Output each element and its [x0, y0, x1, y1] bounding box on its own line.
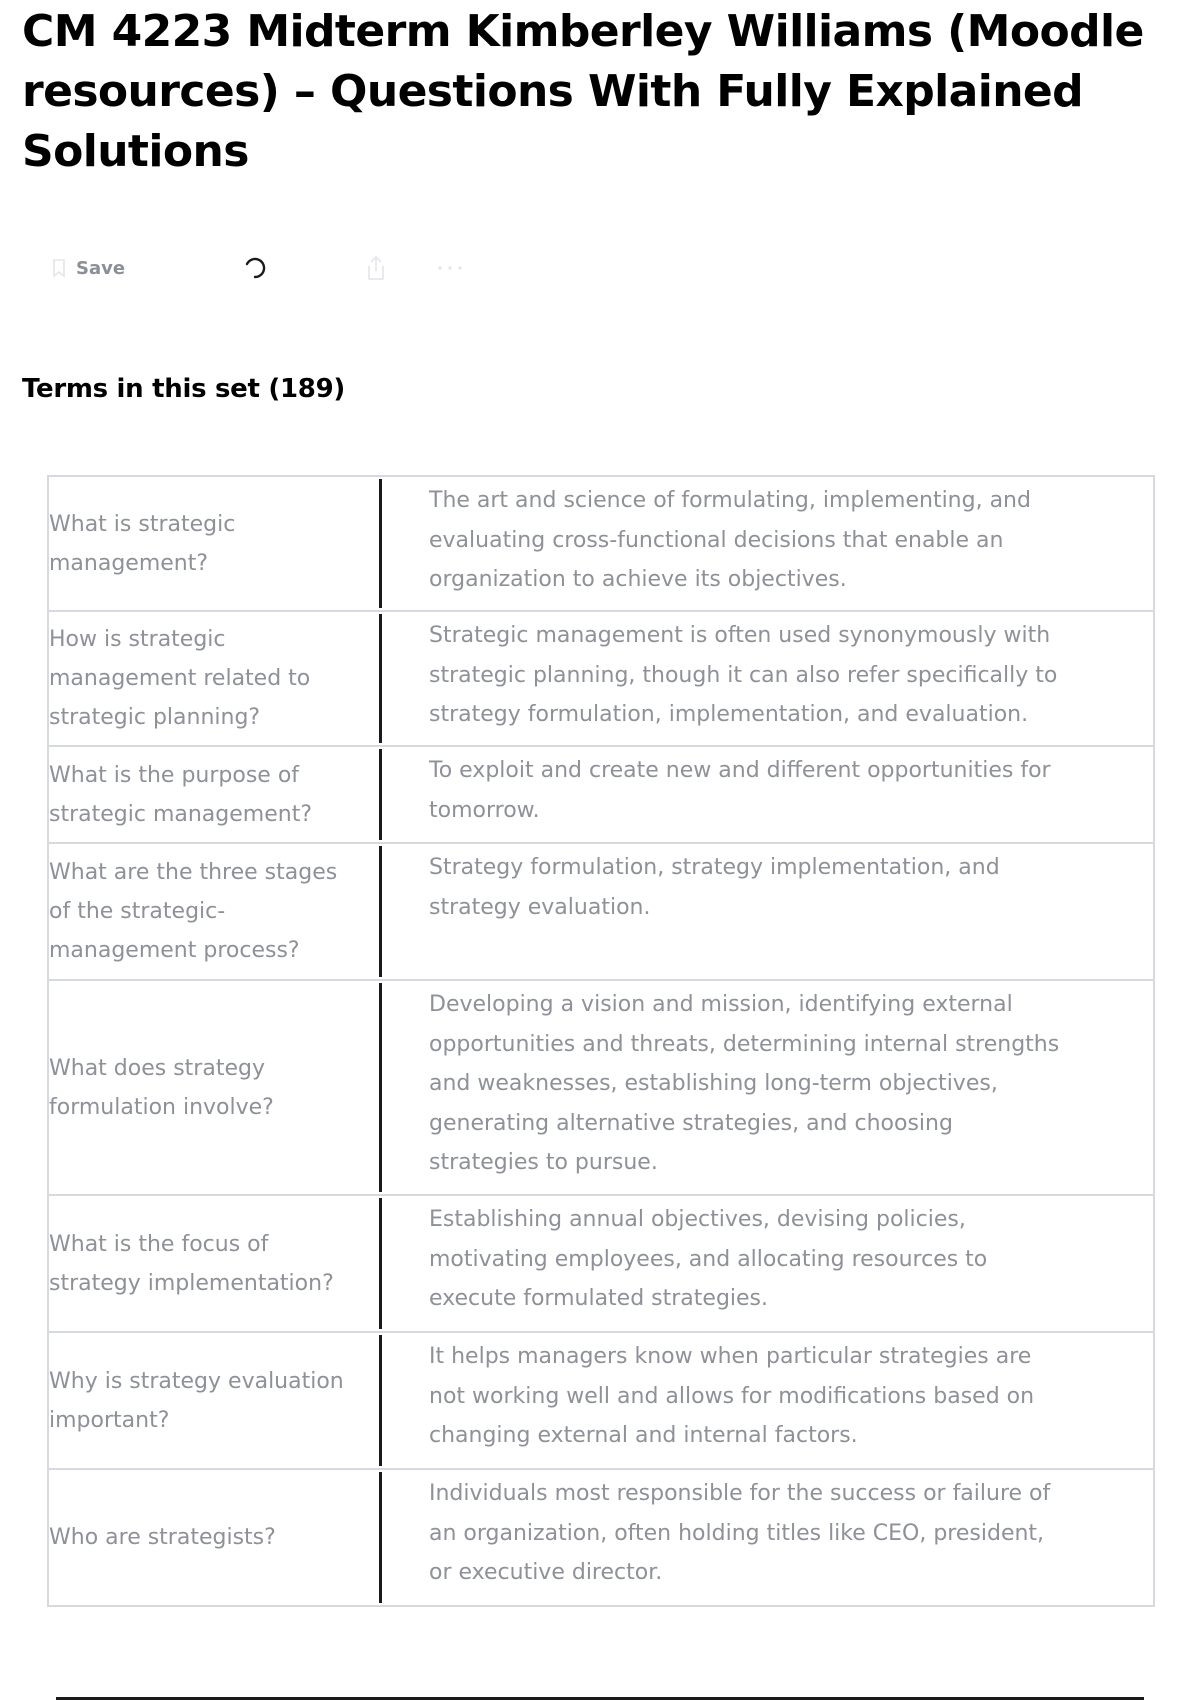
term-question: What is the focus of strategy implementation?	[49, 1231, 334, 1296]
set-toolbar	[52, 252, 512, 284]
more-options-button[interactable]	[436, 252, 464, 284]
term-answer: Strategic management is often used synonymously with strategic planning, though it can also refer specifically to strategy formulation, implementation, and evaluation.	[429, 623, 1058, 727]
term-divider	[379, 1198, 382, 1329]
term-card[interactable]	[47, 844, 1155, 981]
page-title: CM 4223 Midterm Kimberley Williams (Moodle resources) – Questions With Fully Explained Solutions	[22, 6, 1144, 177]
spinner-icon	[242, 255, 268, 281]
term-question: What is strategic management?	[49, 511, 236, 576]
term-question: What are the three stages of the strategic-management process?	[49, 860, 338, 963]
term-card[interactable]	[47, 1470, 1155, 1607]
term-answer: The art and science of formulating, implementing, and evaluating cross-functional decisions that enable an organization to achieve its objectives.	[429, 488, 1031, 592]
term-divider	[379, 846, 382, 977]
term-divider	[379, 479, 382, 608]
terms-list	[47, 475, 1155, 1607]
share-button[interactable]	[364, 252, 388, 284]
term-card[interactable]	[47, 612, 1155, 747]
save-label: Save	[76, 257, 126, 279]
term-divider	[379, 1472, 382, 1603]
term-divider	[379, 1335, 382, 1466]
term-question: How is strategic management related to strategic planning?	[49, 627, 311, 730]
term-answer: Developing a vision and mission, identifying external opportunities and threats, determining internal strengths and weaknesses, establishing long-term objectives, generating alternative strategies, and choosing strategies to pursue.	[429, 992, 1060, 1175]
term-divider	[379, 749, 382, 840]
term-answer: Strategy formulation, strategy implementation, and strategy evaluation.	[429, 855, 1000, 920]
term-question: Who are strategists?	[49, 1525, 276, 1550]
term-divider	[379, 614, 382, 743]
term-card[interactable]	[47, 747, 1155, 844]
term-question: What is the purpose of strategic management?	[49, 762, 312, 827]
term-question: Why is strategy evaluation important?	[49, 1368, 344, 1433]
terms-count-heading: Terms in this set (189)	[22, 374, 345, 404]
term-card[interactable]	[47, 981, 1155, 1196]
term-card[interactable]	[47, 1333, 1155, 1470]
term-answer: To exploit and create new and different opportunities for tomorrow.	[429, 758, 1051, 823]
term-answer: Establishing annual objectives, devising policies, motivating employees, and allocating resources to execute formulated strategies.	[429, 1207, 988, 1311]
term-card[interactable]	[47, 475, 1155, 612]
term-question: What does strategy formulation involve?	[49, 1055, 274, 1120]
save-button[interactable]	[52, 252, 125, 284]
more-icon	[436, 263, 464, 273]
term-answer: It helps managers know when particular strategies are not working well and allows for modifications based on changing external and internal factors.	[429, 1344, 1035, 1448]
share-icon	[364, 254, 388, 282]
term-answer: Individuals most responsible for the success or failure of an organization, often holding titles like CEO, president, or executive director.	[429, 1481, 1051, 1585]
term-divider	[379, 983, 382, 1192]
bookmark-icon	[52, 258, 66, 278]
term-card[interactable]	[47, 1196, 1155, 1333]
loading-indicator	[242, 252, 268, 284]
